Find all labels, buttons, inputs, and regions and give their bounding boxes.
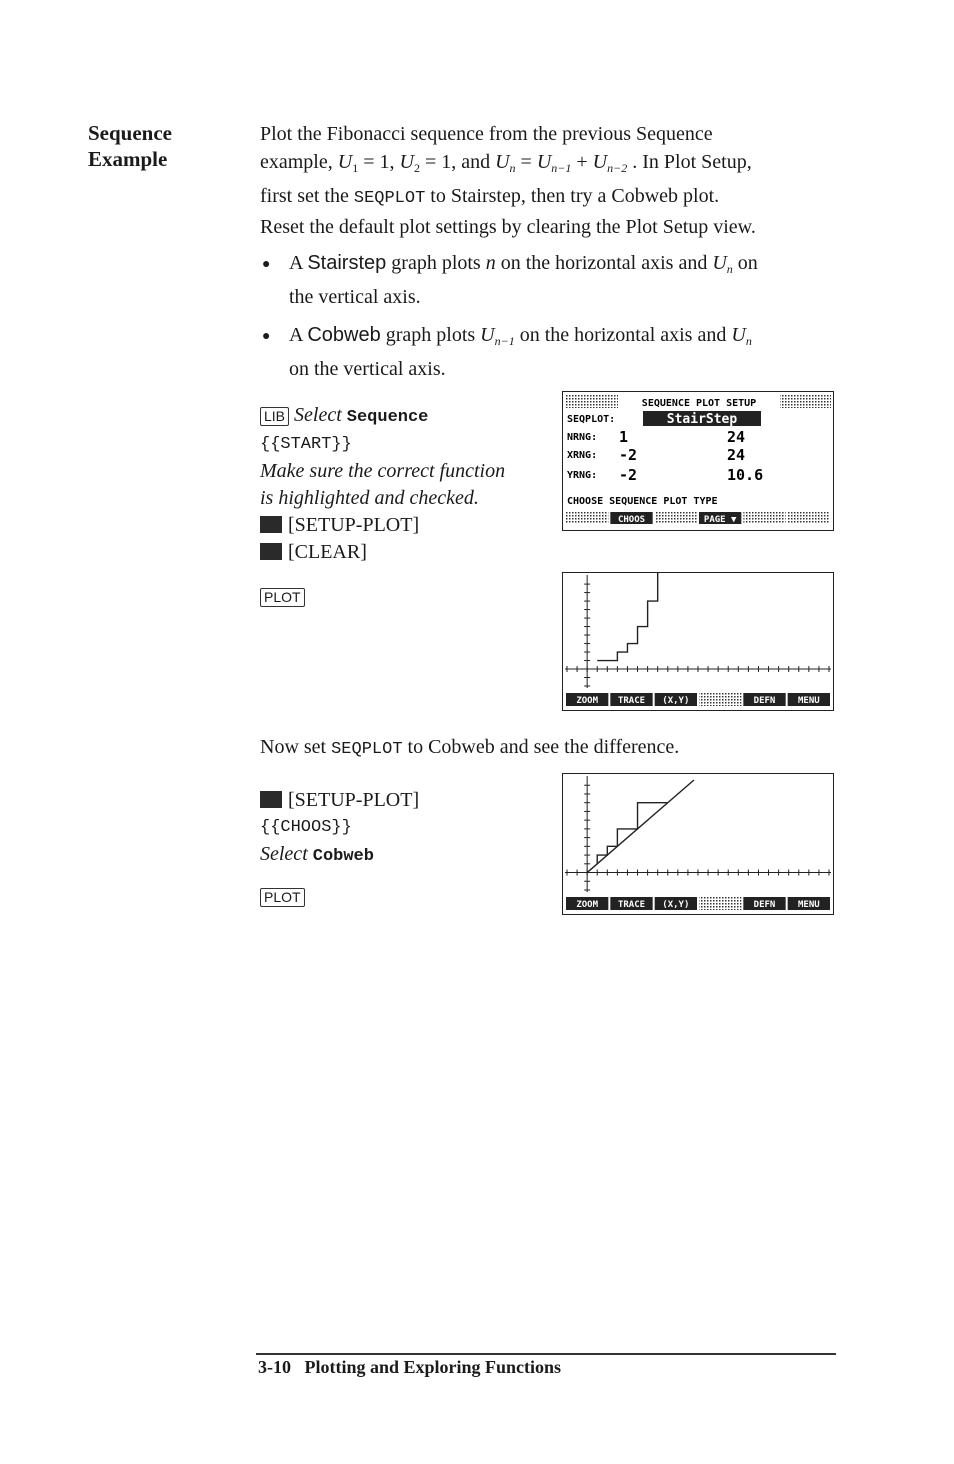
softkey-label[interactable]: (X,Y) [662, 900, 690, 910]
text: Select [260, 843, 308, 865]
text: A [289, 252, 303, 274]
text: to Stairstep, then try a Cobweb plot. [430, 185, 720, 207]
nrng-max[interactable]: 24 [727, 428, 746, 446]
intro-line-3 [260, 182, 756, 213]
cobweb-screen [562, 773, 834, 915]
note: Make sure the correct function [260, 460, 506, 482]
prompt-text: CHOOSE SEQUENCE PLOT TYPE [567, 496, 718, 507]
text: Select [294, 404, 342, 426]
softkey-xy[interactable] [655, 897, 697, 910]
section-heading-line1: Sequence [88, 121, 172, 145]
shift-key-icon[interactable] [260, 543, 282, 560]
softkey-zoom[interactable] [566, 693, 608, 706]
setup-menu-bar [566, 512, 830, 525]
plot-menu-bar [566, 897, 830, 910]
softkey-trace[interactable] [610, 693, 652, 706]
plot-key[interactable]: PLOT [260, 888, 305, 907]
yrng-max[interactable]: 10.6 [727, 466, 764, 484]
softkey-bg[interactable] [743, 512, 785, 524]
intro-line-4: Reset the default plot settings by clearing the Plot Setup view. [260, 216, 756, 238]
bullet-cobweb [289, 321, 752, 383]
note: is highlighted and checked. [260, 487, 479, 509]
sub: n−1 [494, 334, 515, 348]
text: on the horizontal axis and [519, 324, 727, 346]
stairstep-plot-svg [563, 573, 833, 710]
intro-line-2 [260, 148, 756, 182]
softkey-blank[interactable] [655, 512, 697, 524]
bullet-icon: ● [262, 257, 271, 272]
setup-screen-svg [563, 392, 833, 530]
diagonal-line [587, 780, 694, 873]
text: = 1, [363, 151, 395, 173]
sub: n [509, 161, 516, 175]
xrng-label: XRNG: [567, 450, 598, 461]
var: U [592, 151, 608, 173]
softkey-defn[interactable] [743, 693, 785, 706]
var: U [399, 151, 414, 173]
xrng-min[interactable]: -2 [619, 446, 638, 464]
page-footer [258, 1357, 561, 1378]
text: Now set [260, 736, 327, 758]
page-number: 3-10 [258, 1357, 291, 1377]
text: A [289, 324, 303, 346]
text: on the horizontal axis and [500, 252, 708, 274]
text: example, [260, 151, 333, 173]
softkey-zoom[interactable] [566, 897, 608, 910]
sub: n [726, 262, 733, 276]
softkey-bg[interactable] [788, 512, 830, 524]
step1-instructions [260, 402, 505, 566]
text: + [576, 151, 588, 173]
var: U [731, 324, 746, 346]
shift-key-icon[interactable] [260, 516, 282, 533]
yrng-label: YRNG: [567, 470, 598, 481]
code-text: SEQPLOT [331, 740, 403, 759]
xrng-max[interactable]: 24 [727, 446, 746, 464]
softkey-menu[interactable] [788, 897, 830, 910]
text: = 1, and [424, 151, 491, 173]
text: graph plots [391, 252, 481, 274]
softkey-defn[interactable] [743, 897, 785, 910]
now-set-text [260, 733, 679, 764]
text: to Cobweb and see the difference. [407, 736, 680, 758]
intro-line-1: Plot the Fibonacci sequence from the previous Sequence [260, 123, 713, 145]
softkey-blank[interactable] [566, 512, 608, 524]
var: U [536, 151, 552, 173]
softkey-trace[interactable] [610, 897, 652, 910]
var: U [480, 324, 495, 346]
text: on the vertical axis. [289, 358, 446, 380]
plot-key-wrapper [260, 588, 305, 607]
text: graph plots [385, 324, 476, 346]
softkey-label[interactable]: ZOOM [576, 696, 599, 706]
softkey-label[interactable]: DEFN [753, 900, 776, 910]
softkey-bg[interactable] [699, 897, 741, 910]
text: . In Plot Setup, [632, 151, 752, 173]
text: first set the [260, 185, 349, 207]
softkey-page[interactable] [699, 512, 741, 525]
clear-key[interactable]: [CLEAR] [288, 541, 367, 563]
intro-paragraph [260, 120, 756, 241]
softkey-label[interactable]: ZOOM [576, 900, 599, 910]
sub: n−1 [551, 161, 572, 175]
softkey-label[interactable]: TRACE [617, 696, 646, 706]
softkey-menu[interactable] [788, 693, 830, 706]
nrng-label: NRNG: [567, 432, 598, 443]
softkey-label[interactable]: MENU [797, 696, 820, 706]
step2-instructions [260, 787, 419, 870]
sequence-name: Sequence [346, 408, 429, 427]
seqplot-label: SEQPLOT: [567, 414, 616, 425]
setup-screen [562, 391, 834, 531]
seqplot-value[interactable]: StairStep [666, 412, 738, 427]
sub: 2 [413, 161, 420, 175]
softkey-label[interactable]: DEFN [753, 696, 776, 706]
bullet-stairstep [289, 249, 758, 311]
var: U [495, 151, 510, 173]
var: U [337, 151, 353, 173]
plot-key[interactable]: PLOT [260, 588, 305, 607]
softkey-label[interactable]: MENU [797, 900, 820, 910]
section-heading [88, 120, 172, 172]
sub: n [745, 334, 752, 348]
nrng-min[interactable]: 1 [619, 428, 629, 446]
code-text: SEQPLOT [353, 189, 426, 208]
screen-title: SEQUENCE PLOT SETUP [641, 398, 757, 409]
softkey-xy[interactable] [655, 693, 697, 706]
chapter-title: Plotting and Exploring Functions [304, 1357, 562, 1377]
stairstep-screen [562, 572, 834, 711]
var: n [485, 252, 496, 274]
var: U [712, 252, 727, 274]
softkey-choos[interactable] [610, 512, 652, 525]
softkey-bg[interactable] [566, 512, 608, 524]
setup-plot-key[interactable]: [SETUP-PLOT] [288, 514, 420, 536]
text: the vertical axis. [289, 286, 421, 308]
sub: n−2 [607, 161, 628, 175]
softkey-blank[interactable] [699, 693, 741, 706]
cobweb-name: Cobweb [312, 847, 374, 866]
bold-term: Cobweb [307, 324, 381, 346]
softkey-label[interactable]: CHOOS [617, 515, 646, 525]
softkey-label[interactable]: (X,Y) [662, 696, 690, 706]
softkey-label[interactable]: PAGE ▼ [703, 515, 737, 525]
yrng-min[interactable]: -2 [619, 466, 638, 484]
cobweb-plot-svg [563, 774, 833, 914]
bullet-icon: ● [262, 329, 271, 344]
plot-menu-bar [566, 693, 830, 706]
choos-key[interactable]: {{CHOOS}} [260, 818, 352, 837]
footer-rule [256, 1353, 836, 1355]
section-heading-line2: Example [88, 147, 168, 171]
softkey-blank[interactable] [743, 512, 785, 524]
plot-key-wrapper [260, 888, 305, 907]
softkey-label[interactable]: TRACE [617, 900, 646, 910]
setup-plot-key[interactable]: [SETUP-PLOT] [288, 789, 420, 811]
start-key[interactable]: {{START}} [260, 435, 352, 454]
softkey-blank[interactable] [788, 512, 830, 524]
softkey-bg[interactable] [655, 512, 697, 524]
text: on [737, 252, 758, 274]
stairstep-series [597, 573, 668, 661]
text: = [520, 151, 532, 173]
sub: 1 [352, 161, 359, 175]
shift-key-icon[interactable] [260, 791, 282, 808]
softkey-blank[interactable] [699, 897, 741, 910]
lib-key[interactable]: LIB [260, 407, 289, 426]
softkey-bg[interactable] [699, 693, 741, 706]
bold-term: Stairstep [307, 252, 387, 274]
